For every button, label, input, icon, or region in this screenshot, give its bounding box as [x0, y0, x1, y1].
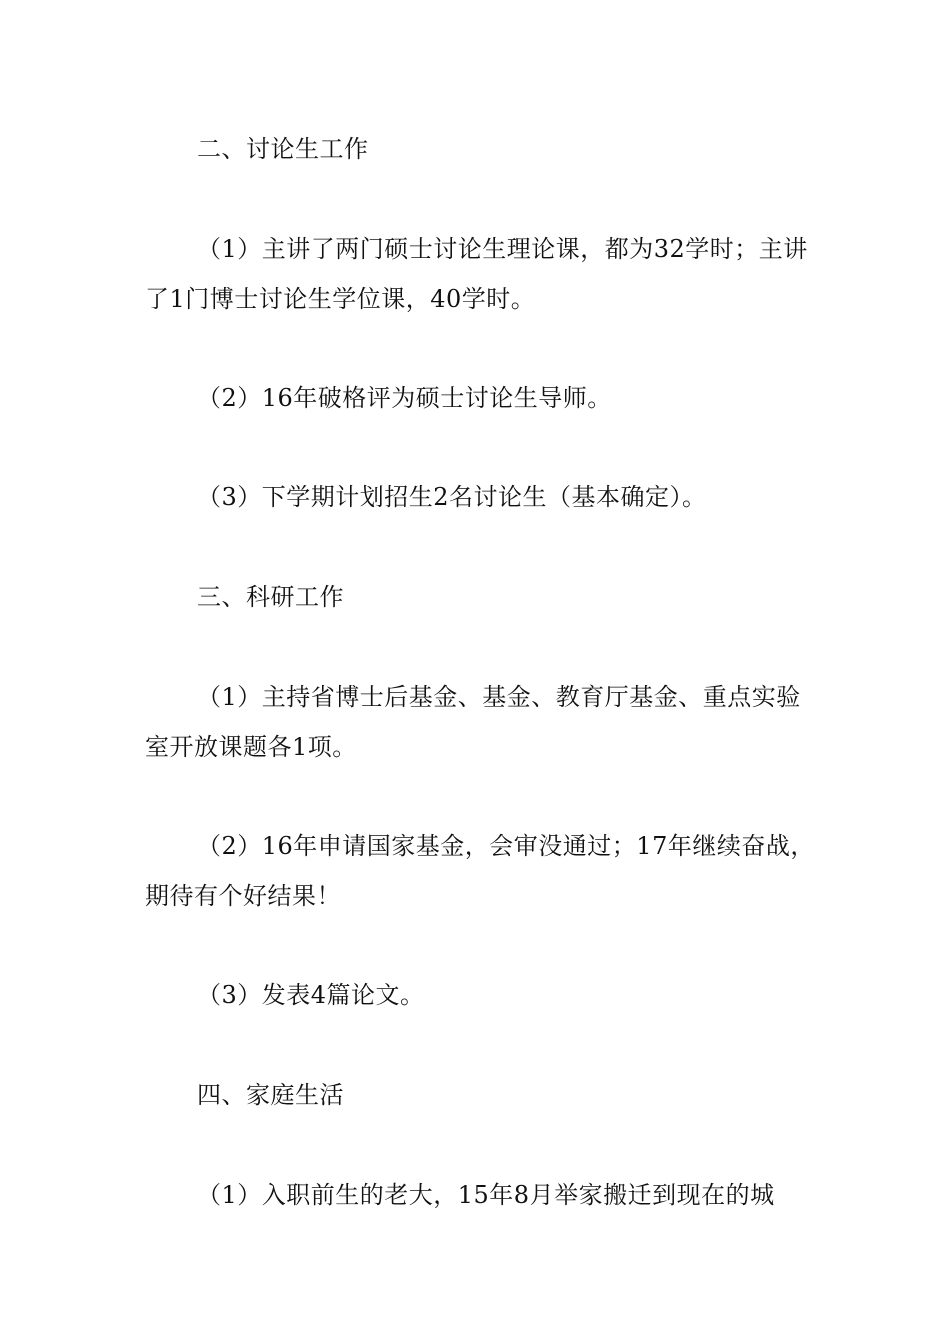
section-heading-research-work: 三、科研工作: [197, 583, 344, 611]
paragraph-item: （3）下学期计划招生2名讨论生（基本确定）。: [197, 483, 707, 511]
paragraph-item: （1）入职前生的老大，15年8月举家搬迁到现在的城: [197, 1181, 775, 1209]
paragraph-item: （1）主讲了两门硕士讨论生理论课，都为32学时；主讲了1门博士讨论生学位课，40学时。: [145, 235, 808, 313]
paragraph-item: （1）主持省博士后基金、基金、教育厅基金、重点实验室开放课题各1项。: [145, 683, 801, 761]
paragraph-item: （3）发表4篇论文。: [197, 981, 425, 1009]
paragraph-item: （2）16年申请国家基金，会审没通过；17年继续奋战，期待有个好结果！: [145, 832, 815, 910]
section-heading-family-life: 四、家庭生活: [197, 1081, 344, 1109]
section-heading-research-students: 二、讨论生工作: [197, 135, 369, 163]
paragraph-item: （2）16年破格评为硕士讨论生导师。: [197, 384, 612, 412]
